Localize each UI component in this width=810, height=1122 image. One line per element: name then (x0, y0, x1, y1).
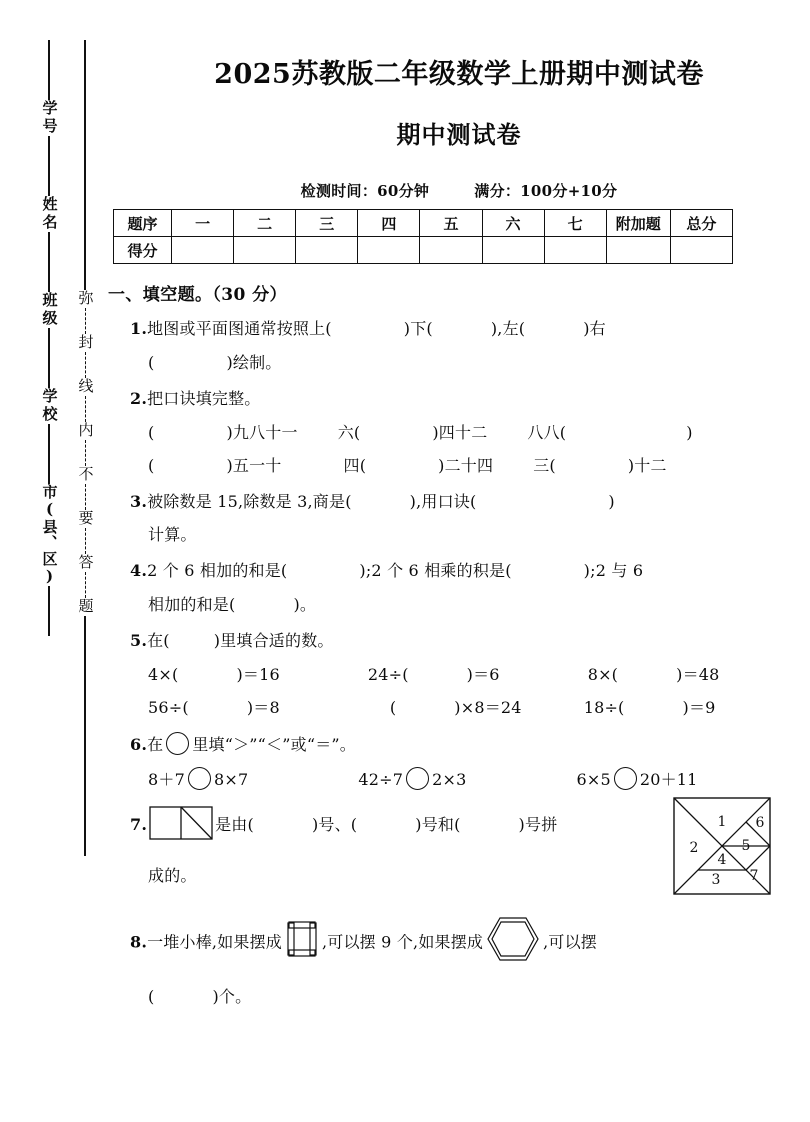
seal-notice-rule (84, 616, 85, 856)
tangram-label-1: 1 (717, 813, 727, 830)
tangram-label-4: 4 (717, 851, 727, 868)
score-input-cell[interactable] (172, 237, 234, 264)
seal-rule (48, 586, 49, 636)
score-input-cell[interactable] (234, 237, 296, 264)
exam-page (108, 0, 810, 1122)
comparison-item (358, 770, 466, 789)
seal-field-xingming: 姓名 (40, 196, 59, 232)
question-3-line-2: 计算。 (148, 525, 197, 545)
question-4-seg-b: );2 个 6 相乘的积是( (359, 561, 512, 581)
question-5-seg-a: 在( (147, 631, 170, 651)
comparison-right: 8×7 (213, 769, 249, 789)
seal-rule (48, 136, 49, 196)
question-number: 4. (130, 561, 148, 581)
exam-meta (108, 180, 810, 201)
question-8-line-2 (148, 985, 810, 1009)
score-table-cell: 五 (420, 210, 482, 237)
seal-rule (48, 40, 49, 100)
question-1-seg-b: )下( (403, 319, 433, 338)
tangram-svg (672, 796, 772, 896)
question-4-seg-a: 2 个 6 相加的和是( (147, 561, 288, 581)
score-table-row-label: 题序 (114, 210, 172, 237)
exam-time-label: 检测时间：60分钟 (300, 182, 430, 200)
question-1-seg-f: )绘制。 (226, 352, 282, 372)
score-input-cell[interactable] (482, 237, 544, 264)
score-input-cell[interactable] (358, 237, 420, 264)
seal-notice-dash (85, 440, 86, 466)
kjue-text: )五一十 (226, 455, 282, 475)
comparison-circle-icon[interactable] (188, 767, 211, 790)
tangram-label-2: 2 (689, 839, 699, 856)
question-4-line-2 (148, 593, 810, 617)
equation-text: 24÷( (367, 664, 409, 684)
comparison-item (576, 770, 697, 789)
question-1-seg-e: ( (148, 352, 155, 372)
equation-text: 18÷( (583, 697, 625, 717)
tangram-label-3: 3 (711, 871, 721, 888)
seal-rule (48, 232, 49, 292)
seal-field-xuexiao: 学校 (40, 388, 59, 424)
table-row (114, 237, 733, 264)
question-1 (130, 317, 810, 342)
seal-rule (48, 424, 49, 484)
question-8-seg-b: ,可以摆 9 个,如果摆成 (322, 931, 484, 951)
seal-strip (0, 0, 105, 1122)
comparison-left: 42÷7 (358, 769, 404, 789)
seal-notice-dash (85, 308, 86, 334)
rectangle-with-diagonal-icon (149, 806, 213, 848)
score-input-cell[interactable] (296, 237, 358, 264)
comparison-item (148, 770, 248, 789)
kjue-close: ) (686, 422, 693, 442)
stick-square-icon (285, 919, 319, 967)
page-title: 2025苏教版二年级数学上册期中测试卷 (214, 59, 704, 90)
score-table-row-label: 得分 (114, 237, 172, 264)
question-8-seg-d: ( (148, 987, 155, 1007)
question-number: 8. (130, 931, 148, 951)
question-3-seg-b: ),用口诀( (409, 491, 477, 511)
question-2-row-1 (148, 421, 810, 445)
seal-notice-dash (85, 484, 86, 510)
equation-text: )＝8 (246, 697, 280, 717)
score-input-cell[interactable] (606, 237, 670, 264)
question-number: 5. (130, 631, 148, 651)
equation-text: )＝16 (236, 664, 280, 684)
seal-notice-char-1: 弥 (76, 290, 95, 308)
question-4-seg-e: )。 (293, 595, 317, 615)
equation-text: ( (389, 697, 397, 717)
comparison-circle-icon[interactable] (406, 767, 429, 790)
section-heading-1: 一、填空题。（30 分） (108, 285, 287, 305)
table-row (114, 210, 733, 237)
score-table-cell: 七 (544, 210, 606, 237)
question-8-seg-e: )个。 (212, 987, 252, 1007)
question-6-seg-a: 在 (147, 734, 164, 754)
seal-notice-char-7: 答 (76, 554, 95, 572)
kjue-text: 三( (533, 455, 556, 475)
tangram-label-6: 6 (755, 814, 765, 831)
page-subtitle: 期中测试卷 (396, 120, 522, 149)
question-4-seg-c: );2 与 6 (583, 561, 644, 581)
question-number: 3. (130, 491, 148, 511)
question-7-seg-c: )号和( (415, 814, 461, 834)
comparison-left: 6×5 (576, 769, 611, 789)
comparison-left: 8＋7 (148, 769, 185, 789)
question-6 (130, 732, 810, 758)
seal-notice-char-5: 不 (76, 466, 95, 484)
tangram-label-7: 7 (749, 867, 759, 884)
question-2-row-2 (148, 454, 810, 478)
equation-text: )＝6 (466, 664, 500, 684)
seal-notice-char-3: 线 (76, 378, 95, 396)
question-number: 1. (130, 319, 148, 338)
question-3 (130, 490, 810, 515)
equation-text: )＝9 (682, 697, 716, 717)
seal-notice-column (64, 0, 106, 1122)
kjue-close: )十二 (627, 455, 667, 475)
score-table (113, 209, 733, 264)
score-table-cell: 六 (482, 210, 544, 237)
question-1-seg-a: 地图或平面图通常按照上( (147, 319, 332, 338)
question-4-seg-d: 相加的和是( (148, 595, 236, 615)
seal-field-xuehao: 学号 (40, 100, 59, 136)
kjue-text: )九八十一 (226, 422, 298, 442)
question-number: 7. (130, 814, 148, 834)
seal-field-banji: 班级 (40, 292, 59, 328)
kjue-text: 六( (337, 422, 361, 442)
question-6-seg-b: 里填“＞”“＜”或“＝”。 (192, 734, 356, 754)
kjue-text: 八八( (527, 422, 567, 442)
question-6-comparison-row (148, 767, 810, 792)
question-3-seg-a: 被除数是 15,除数是 3,商是( (147, 491, 352, 511)
question-number: 6. (130, 734, 148, 754)
question-8 (130, 914, 810, 972)
tangram-label-5: 5 (741, 837, 751, 854)
score-input-cell[interactable] (544, 237, 606, 264)
kjue-open: ( (148, 455, 155, 475)
equation-text: )×8＝24 (454, 697, 522, 717)
seal-notice-dash (85, 572, 86, 598)
question-5-equation-row-1 (148, 663, 810, 687)
score-input-cell[interactable] (420, 237, 482, 264)
score-table-cell: 总分 (670, 210, 732, 237)
question-8-seg-c: ,可以摆 (543, 931, 598, 951)
question-1-line-2 (148, 351, 810, 375)
question-7-seg-b: )号、( (311, 814, 358, 834)
question-1-seg-d: )右 (583, 319, 606, 338)
seal-notice-char-8: 题 (76, 598, 95, 616)
question-5-seg-b: )里填合适的数。 (213, 631, 334, 651)
seal-field-shixianqu: 市(县、区) (40, 484, 59, 586)
kjue-text: )四十二 (432, 422, 488, 442)
question-5-equation-row-2 (148, 696, 810, 720)
question-7-line-2: 成的。 (148, 865, 197, 885)
kjue-text: )二十四 (438, 455, 494, 475)
stick-hexagon-icon (486, 914, 540, 972)
question-1-seg-c: ),左( (490, 319, 526, 338)
question-3-seg-c: ) (608, 491, 615, 511)
comparison-right: 2×3 (432, 769, 467, 789)
seal-notice-rule (84, 40, 85, 290)
comparison-circle-icon[interactable] (166, 732, 189, 755)
question-7-seg-a: 是由( (215, 814, 254, 834)
tangram-figure (672, 796, 772, 904)
question-4 (130, 559, 810, 584)
seal-rule (48, 328, 49, 388)
kjue-open: ( (148, 422, 155, 442)
equation-text: 4×( (148, 664, 179, 684)
score-table-cell: 二 (234, 210, 296, 237)
seal-notice-dash (85, 528, 86, 554)
equation-text: 56÷( (148, 697, 189, 717)
score-table-cell: 附加题 (606, 210, 670, 237)
score-table-cell: 一 (172, 210, 234, 237)
question-number: 2. (130, 388, 148, 408)
question-8-seg-a: 一堆小棒,如果摆成 (147, 931, 282, 951)
kjue-text: 四( (343, 455, 367, 475)
seal-notice-char-6: 要 (76, 510, 95, 528)
equation-text: 8×( (587, 664, 619, 684)
question-5 (130, 629, 810, 654)
seal-notice-char-2: 封 (76, 334, 95, 352)
question-2 (130, 387, 810, 412)
question-7-seg-d: )号拼 (518, 814, 558, 834)
score-table-cell: 三 (296, 210, 358, 237)
exam-total-score-label: 满分：100分+10分 (474, 182, 618, 200)
question-2-stem: 把口诀填完整。 (147, 388, 261, 408)
seal-notice-char-4: 内 (76, 422, 95, 440)
comparison-right: 20＋11 (639, 769, 698, 789)
seal-notice-dash (85, 352, 86, 378)
score-input-cell[interactable] (670, 237, 732, 264)
score-table-cell: 四 (358, 210, 420, 237)
comparison-circle-icon[interactable] (614, 767, 637, 790)
equation-text: )＝48 (676, 664, 720, 684)
seal-notice-dash (85, 396, 86, 422)
